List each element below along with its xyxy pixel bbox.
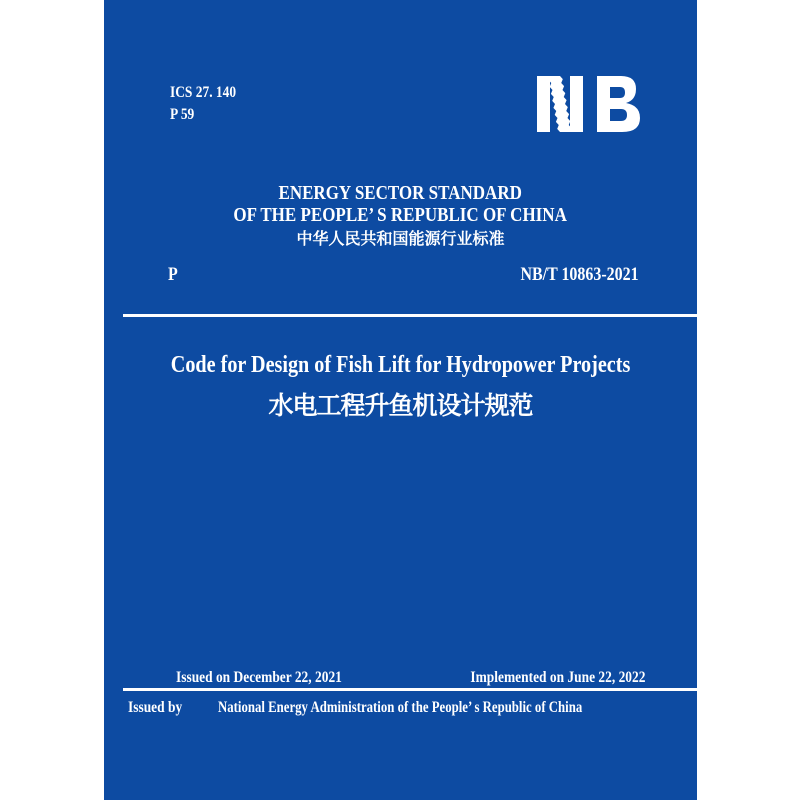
heading-en-line1: ENERGY SECTOR STANDARD [278,182,523,204]
class-letter: P [168,264,178,285]
nb-logo-icon [537,76,640,132]
top-divider-line [123,314,697,317]
standard-number-row [168,262,639,288]
blue-cover-panel [104,0,697,800]
title-english: Code for Design of Fish Lift for Hydropower Projects [170,352,631,378]
issued-by-value: National Energy Administration of the People’ s Republic of China [218,699,583,716]
title-chinese: 水电工程升鱼机设计规范 [268,392,533,420]
dates-row [176,666,645,690]
doc-class-code: P 59 [170,106,195,123]
standard-number: NB/T 10863-2021 [520,264,639,285]
heading-en-line2: OF THE PEOPLE’ S REPUBLIC OF CHINA [233,204,568,226]
implemented-on-date: Implemented on June 22, 2022 [469,669,645,686]
issued-by-row [104,696,697,720]
ics-classification-block [170,82,249,126]
standard-heading-block [104,182,697,254]
bottom-divider-line [123,688,697,691]
ics-code: ICS 27. 140 [170,84,237,101]
issued-on-date: Issued on December 22, 2021 [176,669,342,686]
heading-cn: 中华人民共和国能源行业标准 [296,231,505,248]
issued-by-label: Issued by [127,699,182,716]
